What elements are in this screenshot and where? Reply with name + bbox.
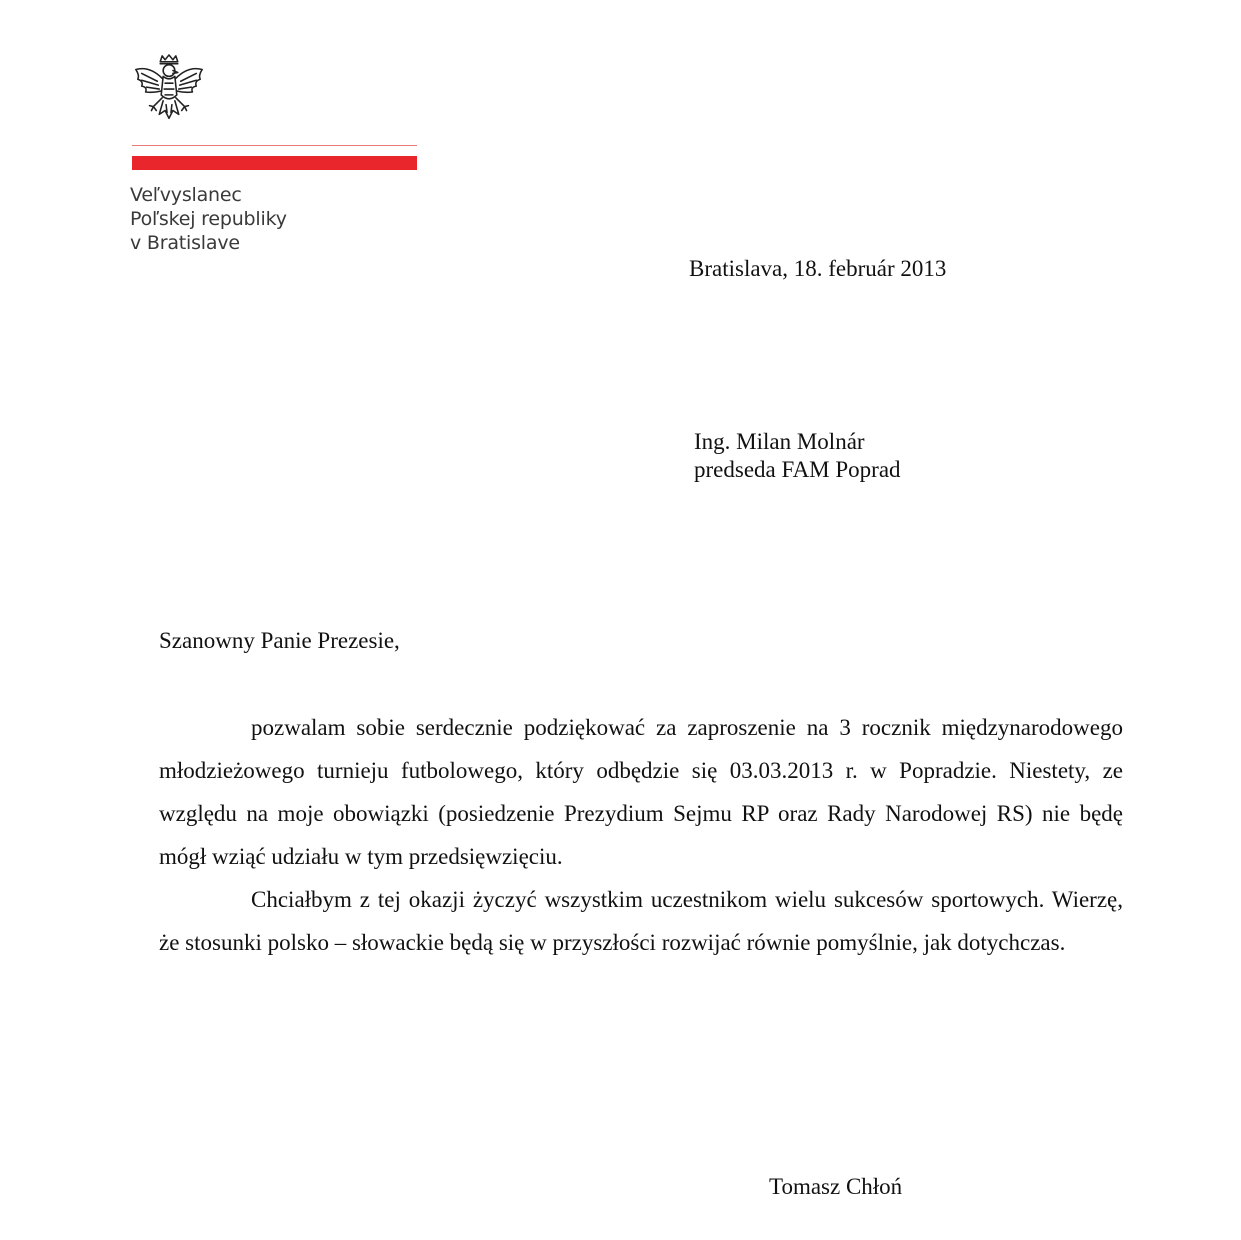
recipient-name: Ing. Milan Molnár (694, 429, 865, 454)
recipient-title: predseda FAM Poprad (694, 457, 901, 482)
body-paragraph: Chciałbym z tej okazji życzyć wszystkim uczestnikom wielu sukcesów sportowych. Wierzę, że stosunki polsko – słowackie będą się w przyszłości rozwijać równie pomyślnie, jak dotychczas. (159, 887, 1123, 955)
letter-date: Bratislava, 18. február 2013 (689, 256, 947, 281)
salutation: Szanowny Panie Prezesie, (159, 628, 400, 653)
header-thin-rule (132, 145, 417, 146)
letter-body (159, 706, 1123, 964)
header-red-bar (132, 156, 417, 170)
organization-name (130, 183, 287, 255)
organization-line: Poľskej republiky (130, 208, 287, 230)
organization-line: Veľvyslanec (130, 184, 242, 206)
signature: Tomasz Chłoń (769, 1174, 903, 1199)
recipient-block (694, 428, 901, 484)
body-paragraph: pozwalam sobie serdecznie podziękować za zaproszenie na 3 rocznik międzynarodowego młodzieżowego turnieju futbolowego, który odbędzie się 03.03.2013 r. w Popradzie. Niestety, ze względu na moje obowiązki (posiedzenie Prezydium Sejmu RP oraz Rady Narodowej RS) nie będę mógł wziąć udziału w tym przedsięwzięciu. (159, 715, 1123, 869)
organization-line: v Bratislave (130, 232, 240, 254)
polish-eagle-emblem-icon (130, 52, 208, 130)
